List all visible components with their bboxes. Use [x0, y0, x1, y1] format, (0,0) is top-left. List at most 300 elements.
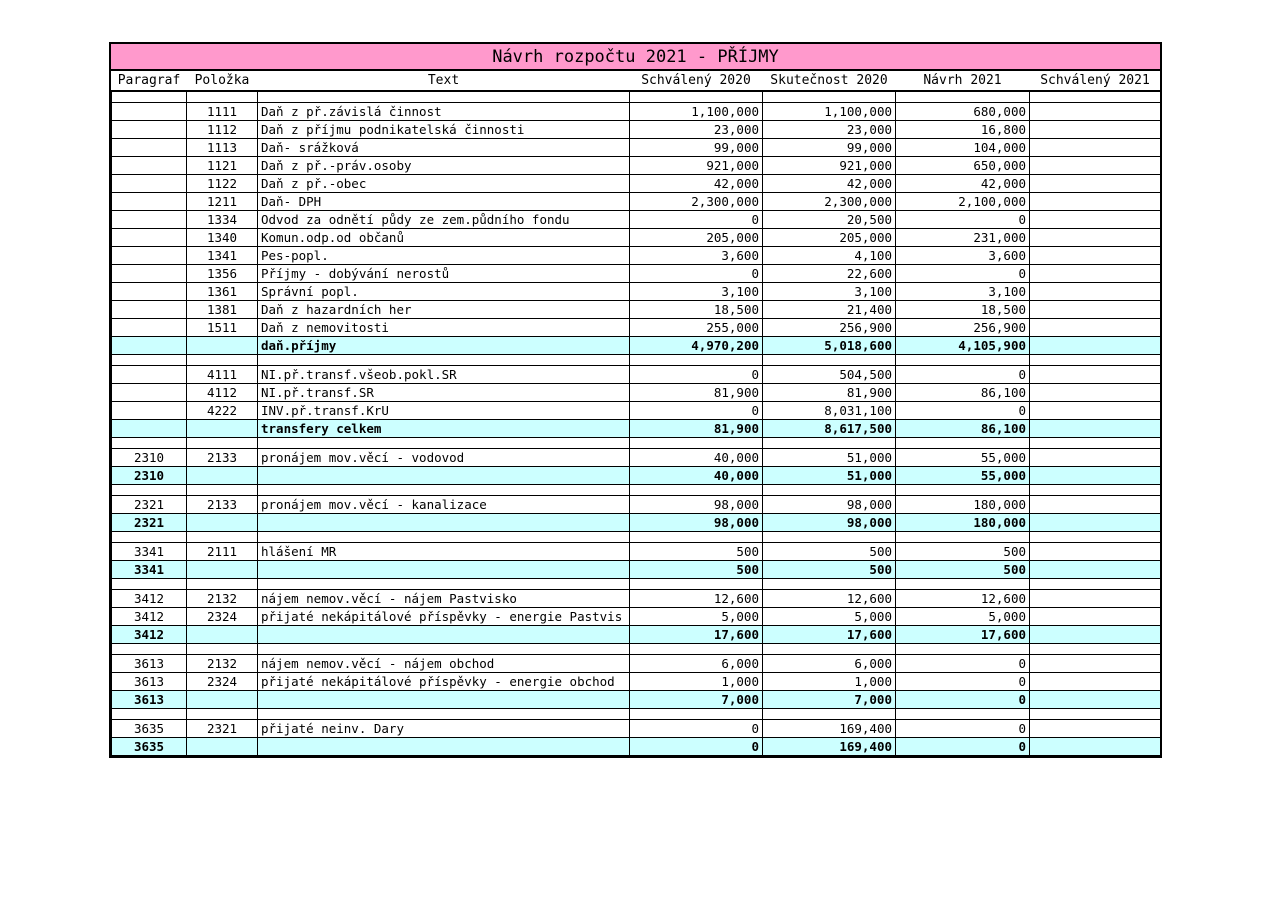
cell-skutecnost-2020: 6,000	[763, 654, 896, 672]
empty-cell	[258, 91, 630, 102]
empty-cell	[187, 354, 258, 365]
cell-navrh-2021: 0	[896, 672, 1030, 690]
cell-skutecnost-2020: 12,600	[763, 589, 896, 607]
cell-polozka: 1122	[187, 174, 258, 192]
cell-polozka: 4222	[187, 401, 258, 419]
cell-polozka: 1361	[187, 282, 258, 300]
cell-skutecnost-2020: 500	[763, 560, 896, 578]
empty-cell	[258, 708, 630, 719]
cell-text	[258, 560, 630, 578]
cell-schvaleny-2021	[1030, 300, 1161, 318]
cell-navrh-2021: 0	[896, 210, 1030, 228]
cell-paragraf: 2310	[112, 466, 187, 484]
cell-skutecnost-2020: 500	[763, 542, 896, 560]
cell-paragraf	[112, 419, 187, 437]
cell-schvaleny-2020: 0	[630, 719, 763, 737]
cell-navrh-2021: 256,900	[896, 318, 1030, 336]
cell-skutecnost-2020: 81,900	[763, 383, 896, 401]
cell-paragraf	[112, 264, 187, 282]
cell-text	[258, 513, 630, 531]
cell-text: transfery celkem	[258, 419, 630, 437]
cell-text: Daň- srážková	[258, 138, 630, 156]
cell-navrh-2021: 86,100	[896, 419, 1030, 437]
cell-schvaleny-2020: 81,900	[630, 419, 763, 437]
table-row	[112, 365, 1161, 383]
empty-cell	[187, 708, 258, 719]
cell-schvaleny-2021	[1030, 466, 1161, 484]
cell-navrh-2021: 180,000	[896, 513, 1030, 531]
cell-skutecnost-2020: 2,300,000	[763, 192, 896, 210]
cell-schvaleny-2020: 205,000	[630, 228, 763, 246]
cell-paragraf	[112, 401, 187, 419]
table-row	[112, 401, 1161, 419]
table-row	[112, 495, 1161, 513]
cell-navrh-2021: 3,100	[896, 282, 1030, 300]
cell-schvaleny-2020: 98,000	[630, 513, 763, 531]
cell-polozka: 1113	[187, 138, 258, 156]
cell-paragraf	[112, 210, 187, 228]
cell-skutecnost-2020: 22,600	[763, 264, 896, 282]
table-row	[112, 383, 1161, 401]
sheet-title: Návrh rozpočtu 2021 - PŘÍJMY	[111, 44, 1160, 71]
cell-polozka: 2132	[187, 654, 258, 672]
empty-cell	[1030, 484, 1161, 495]
empty-cell	[112, 643, 187, 654]
cell-navrh-2021: 180,000	[896, 495, 1030, 513]
cell-navrh-2021: 86,100	[896, 383, 1030, 401]
table-row	[112, 264, 1161, 282]
cell-skutecnost-2020: 23,000	[763, 120, 896, 138]
empty-cell	[763, 708, 896, 719]
cell-navrh-2021: 55,000	[896, 448, 1030, 466]
table-row	[112, 246, 1161, 264]
empty-cell	[112, 708, 187, 719]
empty-cell	[112, 91, 187, 102]
cell-skutecnost-2020: 42,000	[763, 174, 896, 192]
subtotal-row	[112, 419, 1161, 437]
cell-polozka: 1341	[187, 246, 258, 264]
table-row	[112, 120, 1161, 138]
table-row	[112, 448, 1161, 466]
table-row	[112, 542, 1161, 560]
table-row	[112, 282, 1161, 300]
cell-navrh-2021: 104,000	[896, 138, 1030, 156]
cell-schvaleny-2020: 81,900	[630, 383, 763, 401]
cell-polozka: 4111	[187, 365, 258, 383]
table-row	[112, 210, 1161, 228]
cell-text: Daň z př.-obec	[258, 174, 630, 192]
table-row	[112, 672, 1161, 690]
table-row	[112, 102, 1161, 120]
cell-schvaleny-2021	[1030, 383, 1161, 401]
cell-paragraf	[112, 228, 187, 246]
cell-schvaleny-2020: 17,600	[630, 625, 763, 643]
empty-cell	[896, 91, 1030, 102]
cell-paragraf: 3613	[112, 672, 187, 690]
cell-skutecnost-2020: 98,000	[763, 513, 896, 531]
cell-polozka: 1112	[187, 120, 258, 138]
cell-schvaleny-2021	[1030, 560, 1161, 578]
cell-paragraf	[112, 174, 187, 192]
blank-row	[112, 484, 1161, 495]
cell-skutecnost-2020: 169,400	[763, 737, 896, 755]
cell-navrh-2021: 500	[896, 560, 1030, 578]
empty-cell	[896, 708, 1030, 719]
cell-schvaleny-2020: 4,970,200	[630, 336, 763, 354]
cell-text: přijaté neinv. Dary	[258, 719, 630, 737]
empty-cell	[1030, 354, 1161, 365]
cell-text: Daň z př.-práv.osoby	[258, 156, 630, 174]
cell-schvaleny-2020: 18,500	[630, 300, 763, 318]
cell-skutecnost-2020: 169,400	[763, 719, 896, 737]
empty-cell	[763, 643, 896, 654]
cell-skutecnost-2020: 4,100	[763, 246, 896, 264]
cell-navrh-2021: 500	[896, 542, 1030, 560]
cell-polozka: 1511	[187, 318, 258, 336]
empty-cell	[187, 643, 258, 654]
blank-row	[112, 354, 1161, 365]
cell-polozka: 1121	[187, 156, 258, 174]
cell-schvaleny-2020: 1,100,000	[630, 102, 763, 120]
cell-schvaleny-2020: 0	[630, 365, 763, 383]
empty-cell	[112, 354, 187, 365]
cell-schvaleny-2021	[1030, 625, 1161, 643]
cell-navrh-2021: 16,800	[896, 120, 1030, 138]
cell-paragraf	[112, 383, 187, 401]
cell-schvaleny-2021	[1030, 120, 1161, 138]
cell-text: NI.př.transf.SR	[258, 383, 630, 401]
cell-schvaleny-2021	[1030, 654, 1161, 672]
cell-text: nájem nemov.věcí - nájem obchod	[258, 654, 630, 672]
cell-schvaleny-2021	[1030, 192, 1161, 210]
empty-cell	[258, 643, 630, 654]
col-header-skutecnost-2020: Skutečnost 2020	[763, 71, 896, 91]
cell-paragraf	[112, 120, 187, 138]
col-header-schvaleny-2020: Schválený 2020	[630, 71, 763, 91]
cell-schvaleny-2021	[1030, 156, 1161, 174]
cell-polozka	[187, 419, 258, 437]
cell-schvaleny-2021	[1030, 365, 1161, 383]
empty-cell	[630, 437, 763, 448]
cell-text	[258, 625, 630, 643]
empty-cell	[1030, 708, 1161, 719]
col-header-navrh-2021: Návrh 2021	[896, 71, 1030, 91]
cell-paragraf: 3635	[112, 737, 187, 755]
cell-paragraf: 3412	[112, 589, 187, 607]
cell-navrh-2021: 0	[896, 401, 1030, 419]
cell-schvaleny-2020: 921,000	[630, 156, 763, 174]
cell-text: Správní popl.	[258, 282, 630, 300]
col-header-schvaleny-2021: Schválený 2021	[1030, 71, 1161, 91]
table-row	[112, 138, 1161, 156]
empty-cell	[258, 531, 630, 542]
cell-schvaleny-2020: 2,300,000	[630, 192, 763, 210]
table-row	[112, 719, 1161, 737]
cell-paragraf	[112, 282, 187, 300]
cell-paragraf	[112, 138, 187, 156]
empty-cell	[763, 484, 896, 495]
cell-skutecnost-2020: 21,400	[763, 300, 896, 318]
cell-text: hlášení MR	[258, 542, 630, 560]
cell-text: Daň z nemovitosti	[258, 318, 630, 336]
empty-cell	[187, 484, 258, 495]
empty-cell	[112, 484, 187, 495]
cell-skutecnost-2020: 5,000	[763, 607, 896, 625]
cell-schvaleny-2020: 5,000	[630, 607, 763, 625]
empty-cell	[896, 437, 1030, 448]
cell-polozka: 2324	[187, 672, 258, 690]
cell-navrh-2021: 4,105,900	[896, 336, 1030, 354]
cell-text: Pes-popl.	[258, 246, 630, 264]
cell-paragraf	[112, 318, 187, 336]
cell-paragraf: 2310	[112, 448, 187, 466]
budget-sheet	[109, 42, 1162, 758]
cell-paragraf: 3412	[112, 625, 187, 643]
cell-schvaleny-2020: 12,600	[630, 589, 763, 607]
cell-navrh-2021: 17,600	[896, 625, 1030, 643]
cell-schvaleny-2021	[1030, 448, 1161, 466]
cell-navrh-2021: 0	[896, 264, 1030, 282]
blank-row	[112, 531, 1161, 542]
col-header-text: Text	[258, 71, 630, 91]
cell-skutecnost-2020: 504,500	[763, 365, 896, 383]
cell-polozka	[187, 336, 258, 354]
cell-skutecnost-2020: 1,000	[763, 672, 896, 690]
empty-cell	[630, 578, 763, 589]
table-row	[112, 192, 1161, 210]
empty-cell	[1030, 437, 1161, 448]
cell-text	[258, 466, 630, 484]
cell-navrh-2021: 650,000	[896, 156, 1030, 174]
cell-schvaleny-2021	[1030, 102, 1161, 120]
cell-polozka	[187, 560, 258, 578]
cell-schvaleny-2020: 98,000	[630, 495, 763, 513]
table-row	[112, 174, 1161, 192]
cell-polozka	[187, 690, 258, 708]
empty-cell	[258, 437, 630, 448]
cell-skutecnost-2020: 8,617,500	[763, 419, 896, 437]
cell-paragraf	[112, 300, 187, 318]
cell-navrh-2021: 3,600	[896, 246, 1030, 264]
header-row	[112, 71, 1161, 91]
empty-cell	[258, 354, 630, 365]
table-row	[112, 300, 1161, 318]
cell-navrh-2021: 0	[896, 719, 1030, 737]
cell-schvaleny-2020: 500	[630, 542, 763, 560]
cell-text: Odvod za odnětí půdy ze zem.půdního fondu	[258, 210, 630, 228]
col-header-paragraf: Paragraf	[112, 71, 187, 91]
blank-row	[112, 643, 1161, 654]
cell-skutecnost-2020: 17,600	[763, 625, 896, 643]
cell-schvaleny-2020: 0	[630, 737, 763, 755]
cell-skutecnost-2020: 51,000	[763, 466, 896, 484]
empty-cell	[630, 484, 763, 495]
cell-schvaleny-2021	[1030, 336, 1161, 354]
table-row	[112, 318, 1161, 336]
cell-skutecnost-2020: 8,031,100	[763, 401, 896, 419]
cell-text: přijaté nekápitálové příspěvky - energie Pastvis	[258, 607, 630, 625]
blank-row	[112, 708, 1161, 719]
cell-paragraf: 2321	[112, 495, 187, 513]
table-row	[112, 607, 1161, 625]
cell-schvaleny-2021	[1030, 264, 1161, 282]
cell-schvaleny-2020: 40,000	[630, 466, 763, 484]
cell-polozka: 1381	[187, 300, 258, 318]
cell-schvaleny-2021	[1030, 282, 1161, 300]
cell-skutecnost-2020: 256,900	[763, 318, 896, 336]
empty-cell	[630, 91, 763, 102]
cell-polozka: 2133	[187, 448, 258, 466]
empty-cell	[187, 437, 258, 448]
cell-paragraf: 2321	[112, 513, 187, 531]
cell-navrh-2021: 42,000	[896, 174, 1030, 192]
subtotal-row	[112, 737, 1161, 755]
empty-cell	[896, 484, 1030, 495]
subtotal-row	[112, 466, 1161, 484]
cell-polozka: 4112	[187, 383, 258, 401]
cell-schvaleny-2021	[1030, 672, 1161, 690]
blank-row	[112, 437, 1161, 448]
empty-cell	[187, 91, 258, 102]
cell-paragraf	[112, 246, 187, 264]
empty-cell	[258, 578, 630, 589]
table-row	[112, 228, 1161, 246]
cell-schvaleny-2021	[1030, 495, 1161, 513]
cell-text	[258, 690, 630, 708]
cell-navrh-2021: 55,000	[896, 466, 1030, 484]
cell-schvaleny-2020: 6,000	[630, 654, 763, 672]
cell-navrh-2021: 0	[896, 654, 1030, 672]
cell-skutecnost-2020: 51,000	[763, 448, 896, 466]
cell-schvaleny-2020: 255,000	[630, 318, 763, 336]
cell-polozka: 2321	[187, 719, 258, 737]
cell-skutecnost-2020: 98,000	[763, 495, 896, 513]
cell-polozka: 2132	[187, 589, 258, 607]
col-header-polozka: Položka	[187, 71, 258, 91]
cell-navrh-2021: 18,500	[896, 300, 1030, 318]
empty-cell	[630, 708, 763, 719]
cell-navrh-2021: 2,100,000	[896, 192, 1030, 210]
cell-schvaleny-2020: 42,000	[630, 174, 763, 192]
empty-cell	[763, 91, 896, 102]
empty-cell	[763, 437, 896, 448]
subtotal-row	[112, 513, 1161, 531]
cell-schvaleny-2020: 99,000	[630, 138, 763, 156]
empty-cell	[112, 531, 187, 542]
subtotal-row	[112, 560, 1161, 578]
cell-text: Daň z příjmu podnikatelská činnosti	[258, 120, 630, 138]
cell-schvaleny-2020: 23,000	[630, 120, 763, 138]
cell-navrh-2021: 0	[896, 737, 1030, 755]
cell-paragraf: 3412	[112, 607, 187, 625]
cell-navrh-2021: 231,000	[896, 228, 1030, 246]
cell-skutecnost-2020: 7,000	[763, 690, 896, 708]
cell-schvaleny-2020: 3,600	[630, 246, 763, 264]
cell-text	[258, 737, 630, 755]
cell-schvaleny-2021	[1030, 210, 1161, 228]
cell-schvaleny-2020: 3,100	[630, 282, 763, 300]
cell-paragraf: 3341	[112, 560, 187, 578]
subtotal-row	[112, 690, 1161, 708]
cell-polozka	[187, 513, 258, 531]
cell-schvaleny-2021	[1030, 318, 1161, 336]
cell-navrh-2021: 0	[896, 690, 1030, 708]
cell-paragraf	[112, 156, 187, 174]
cell-polozka: 2133	[187, 495, 258, 513]
cell-schvaleny-2021	[1030, 589, 1161, 607]
cell-text: Daň- DPH	[258, 192, 630, 210]
cell-schvaleny-2021	[1030, 174, 1161, 192]
cell-schvaleny-2020: 40,000	[630, 448, 763, 466]
cell-polozka: 2324	[187, 607, 258, 625]
cell-polozka: 1211	[187, 192, 258, 210]
cell-navrh-2021: 5,000	[896, 607, 1030, 625]
blank-row	[112, 578, 1161, 589]
cell-schvaleny-2021	[1030, 737, 1161, 755]
cell-schvaleny-2021	[1030, 138, 1161, 156]
cell-schvaleny-2021	[1030, 719, 1161, 737]
table-row	[112, 156, 1161, 174]
cell-text: Příjmy - dobývání nerostů	[258, 264, 630, 282]
cell-paragraf	[112, 102, 187, 120]
cell-skutecnost-2020: 205,000	[763, 228, 896, 246]
cell-text: daň.příjmy	[258, 336, 630, 354]
empty-cell	[258, 484, 630, 495]
cell-skutecnost-2020: 1,100,000	[763, 102, 896, 120]
cell-schvaleny-2021	[1030, 419, 1161, 437]
empty-cell	[763, 578, 896, 589]
subtotal-row	[112, 625, 1161, 643]
cell-paragraf	[112, 365, 187, 383]
empty-cell	[112, 578, 187, 589]
cell-schvaleny-2021	[1030, 542, 1161, 560]
cell-text: Daň z hazardních her	[258, 300, 630, 318]
empty-cell	[630, 643, 763, 654]
cell-schvaleny-2020: 500	[630, 560, 763, 578]
cell-text: NI.př.transf.všeob.pokl.SR	[258, 365, 630, 383]
empty-cell	[187, 578, 258, 589]
cell-paragraf: 3613	[112, 654, 187, 672]
cell-navrh-2021: 0	[896, 365, 1030, 383]
cell-paragraf: 3613	[112, 690, 187, 708]
cell-text: Komun.odp.od občanů	[258, 228, 630, 246]
cell-skutecnost-2020: 921,000	[763, 156, 896, 174]
cell-skutecnost-2020: 20,500	[763, 210, 896, 228]
table-row	[112, 589, 1161, 607]
empty-cell	[187, 531, 258, 542]
subtotal-row	[112, 336, 1161, 354]
cell-text: nájem nemov.věcí - nájem Pastvisko	[258, 589, 630, 607]
empty-cell	[1030, 643, 1161, 654]
cell-text: Daň z př.závislá činnost	[258, 102, 630, 120]
cell-skutecnost-2020: 3,100	[763, 282, 896, 300]
cell-paragraf	[112, 336, 187, 354]
empty-cell	[763, 531, 896, 542]
blank-row	[112, 91, 1161, 102]
cell-polozka	[187, 625, 258, 643]
cell-text: INV.př.transf.KrU	[258, 401, 630, 419]
cell-schvaleny-2021	[1030, 401, 1161, 419]
cell-paragraf: 3341	[112, 542, 187, 560]
cell-text: pronájem mov.věcí - kanalizace	[258, 495, 630, 513]
empty-cell	[1030, 578, 1161, 589]
cell-schvaleny-2020: 0	[630, 401, 763, 419]
cell-polozka: 1356	[187, 264, 258, 282]
cell-polozka: 1340	[187, 228, 258, 246]
cell-schvaleny-2020: 0	[630, 210, 763, 228]
cell-polozka	[187, 737, 258, 755]
cell-navrh-2021: 680,000	[896, 102, 1030, 120]
